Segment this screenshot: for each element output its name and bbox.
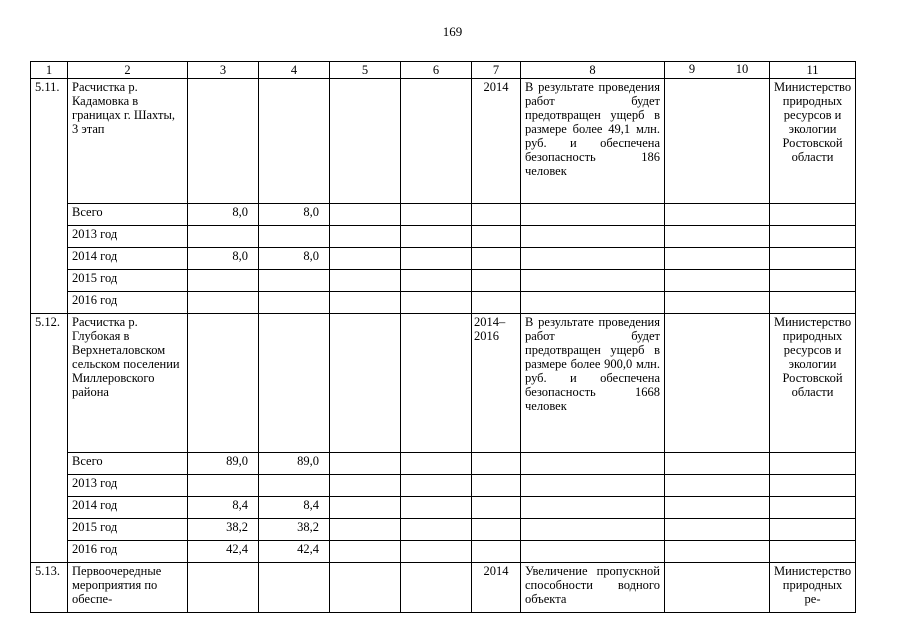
- value: 8,4: [188, 497, 259, 519]
- item-code: 5.11.: [31, 79, 68, 204]
- header-cell: 3: [188, 62, 259, 79]
- header-cell: 6: [401, 62, 472, 79]
- value: [188, 226, 259, 248]
- value: 8,0: [188, 204, 259, 226]
- table-row: [31, 292, 856, 314]
- value: [188, 270, 259, 292]
- value: [259, 292, 330, 314]
- period-label: 2014 год: [68, 248, 188, 270]
- period-label: 2015 год: [68, 519, 188, 541]
- value: 8,0: [188, 248, 259, 270]
- header-10: 10: [735, 62, 749, 76]
- table-row: [31, 79, 856, 204]
- period-label: 2013 год: [68, 475, 188, 497]
- period-label: Всего: [68, 204, 188, 226]
- header-cell-9-10: [665, 62, 770, 79]
- value: [259, 226, 330, 248]
- program-table: [30, 61, 856, 613]
- table-row: [31, 563, 856, 613]
- value: 42,4: [259, 541, 330, 563]
- header-cell: 4: [259, 62, 330, 79]
- item-year: 2014: [472, 563, 521, 613]
- item-result: Увеличение пропускной способности водного объекта: [521, 563, 665, 613]
- item-name: Расчистка р. Глубокая в Верхнеталовском сельском поселении Миллеровского района: [68, 314, 188, 453]
- header-9: 9: [688, 62, 696, 76]
- value: 42,4: [188, 541, 259, 563]
- header-cell: 7: [472, 62, 521, 79]
- period-label: 2016 год: [68, 541, 188, 563]
- item-ministry: Министерство природных ре-: [770, 563, 856, 613]
- header-cell: 1: [31, 62, 68, 79]
- table-row: [31, 248, 856, 270]
- value: 89,0: [188, 453, 259, 475]
- header-cell: 11: [770, 62, 856, 79]
- period-label: 2016 год: [68, 292, 188, 314]
- value: [259, 270, 330, 292]
- item-name: Расчистка р. Кадамовка в границах г. Шахты, 3 этап: [68, 79, 188, 204]
- value: [259, 475, 330, 497]
- item-year: 2014–2016: [472, 314, 521, 453]
- table-row: [31, 270, 856, 292]
- header-row: [31, 62, 856, 79]
- item-result: В результате проведения работ будет предотвращен ущерб в размере более 900,0 млн. руб. и обеспечена безопасность 1668 человек: [521, 314, 665, 453]
- period-label: Всего: [68, 453, 188, 475]
- header-cell: 5: [330, 62, 401, 79]
- header-cell: 2: [68, 62, 188, 79]
- item-code: 5.12.: [31, 314, 68, 453]
- table-row: [31, 314, 856, 453]
- item-ministry: Министерство природных ресурсов и экологии Ростовской области: [770, 79, 856, 204]
- table-row: [31, 204, 856, 226]
- item-ministry: Министерство природных ресурсов и экологии Ростовской области: [770, 314, 856, 453]
- value: 8,4: [259, 497, 330, 519]
- value: 8,0: [259, 204, 330, 226]
- period-label: 2015 год: [68, 270, 188, 292]
- item-name: Первоочередные мероприятия по обеспе-: [68, 563, 188, 613]
- item-year: 2014: [472, 79, 521, 204]
- period-label: 2014 год: [68, 497, 188, 519]
- value: 8,0: [259, 248, 330, 270]
- table-row: [31, 453, 856, 475]
- table-row: [31, 475, 856, 497]
- item-code: 5.13.: [31, 563, 68, 613]
- table-row: [31, 541, 856, 563]
- table-row: [31, 226, 856, 248]
- header-cell: 8: [521, 62, 665, 79]
- table-row: [31, 519, 856, 541]
- table-row: [31, 497, 856, 519]
- value: 89,0: [259, 453, 330, 475]
- value: [188, 292, 259, 314]
- item-result: В результате проведения работ будет предотвращен ущерб в размере более 49,1 млн. руб. и обеспечена безопасность 186 человек: [521, 79, 665, 204]
- value: 38,2: [188, 519, 259, 541]
- value: 38,2: [259, 519, 330, 541]
- period-label: 2013 год: [68, 226, 188, 248]
- value: [188, 475, 259, 497]
- page-number: 169: [442, 24, 463, 39]
